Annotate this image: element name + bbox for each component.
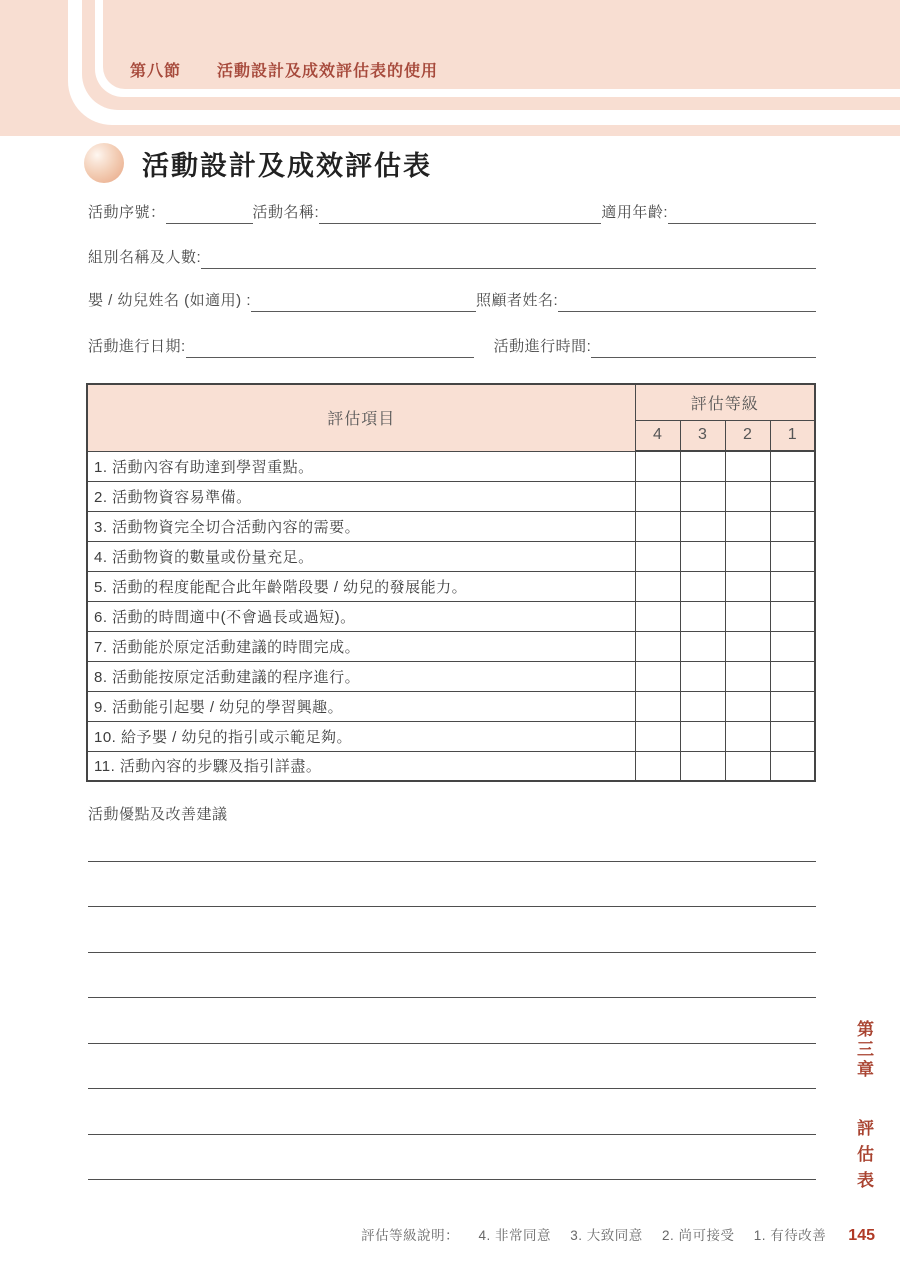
date-label: 活動進行日期: xyxy=(88,338,186,355)
table-row xyxy=(87,541,815,571)
rating-cell xyxy=(680,691,725,721)
date-blank xyxy=(186,336,474,358)
table-row xyxy=(87,661,815,691)
chapter-number: 第三章 xyxy=(854,1020,873,1080)
chapter-label: 評估表 xyxy=(854,1119,873,1197)
writing-line xyxy=(88,953,816,999)
activity-no-blank xyxy=(166,202,253,224)
legend-item: 2. 尚可接受 xyxy=(662,1228,735,1243)
item-text: 5. 活動的程度能配合此年齡階段嬰 / 幼兒的發展能力。 xyxy=(87,571,635,601)
chapter-side-tab xyxy=(853,1020,873,1197)
rating-cell xyxy=(725,661,770,691)
age-label: 適用年齡: xyxy=(601,204,668,221)
table-row xyxy=(87,481,815,511)
item-text: 4. 活動物資的數量或份量充足。 xyxy=(87,541,635,571)
rating-cell xyxy=(635,691,680,721)
caregiver-label: 照顧者姓名: xyxy=(476,292,559,309)
writing-line xyxy=(88,907,816,953)
rating-cell xyxy=(680,601,725,631)
writing-line xyxy=(88,998,816,1044)
rating-cell xyxy=(725,691,770,721)
grade-2-header: 2 xyxy=(725,420,770,451)
rating-cell xyxy=(725,721,770,751)
writing-line xyxy=(88,816,816,862)
rating-cell xyxy=(725,631,770,661)
rating-cell xyxy=(635,571,680,601)
table-row xyxy=(87,631,815,661)
writing-line xyxy=(88,1044,816,1090)
table-row xyxy=(87,721,815,751)
section-banner xyxy=(0,0,900,136)
legend-item: 3. 大致同意 xyxy=(570,1228,643,1243)
rating-cell xyxy=(725,601,770,631)
rating-cell xyxy=(770,481,815,511)
grade-column-header: 評估等級 xyxy=(635,384,815,420)
rating-cell xyxy=(770,631,815,661)
rating-cell xyxy=(635,751,680,781)
rating-cell xyxy=(725,541,770,571)
page-number: 145 xyxy=(848,1227,875,1244)
rating-cell xyxy=(725,571,770,601)
rating-cell xyxy=(725,451,770,481)
legend-item: 1. 有待改善 xyxy=(753,1228,827,1243)
item-text: 3. 活動物資完全切合活動內容的需要。 xyxy=(87,511,635,541)
rating-cell xyxy=(770,661,815,691)
rating-cell xyxy=(680,511,725,541)
rating-cell xyxy=(770,691,815,721)
sphere-bullet-icon xyxy=(84,143,124,183)
form-row-datetime xyxy=(88,332,816,358)
rating-cell xyxy=(635,511,680,541)
child-name-label: 嬰 / 幼兒姓名 (如適用) : xyxy=(88,292,251,309)
rating-cell xyxy=(635,631,680,661)
form-row-basic xyxy=(88,198,816,224)
item-text: 6. 活動的時間適中(不會過長或過短)。 xyxy=(87,601,635,631)
legend-item: 4. 非常同意 xyxy=(478,1228,551,1243)
rating-cell xyxy=(725,481,770,511)
page-footer xyxy=(361,1224,875,1245)
rating-cell xyxy=(770,451,815,481)
time-label: 活動進行時間: xyxy=(493,338,592,355)
rating-cell xyxy=(635,601,680,631)
legend-title: 評估等級說明： xyxy=(361,1228,460,1243)
time-blank xyxy=(591,336,816,358)
writing-line xyxy=(88,1089,816,1135)
rating-legend xyxy=(361,1224,826,1244)
item-text: 1. 活動內容有助達到學習重點。 xyxy=(87,451,635,481)
item-text: 8. 活動能按原定活動建議的程序進行。 xyxy=(87,661,635,691)
rating-cell xyxy=(680,541,725,571)
table-row xyxy=(87,571,815,601)
writing-line xyxy=(88,862,816,908)
rating-cell xyxy=(770,751,815,781)
evaluation-table xyxy=(86,383,816,782)
rating-cell xyxy=(725,511,770,541)
section-heading xyxy=(130,58,438,81)
rating-cell xyxy=(680,721,725,751)
form-row-names xyxy=(88,286,816,312)
remarks-label: 活動優點及改善建議 xyxy=(88,806,228,823)
table-row xyxy=(87,511,815,541)
rating-cell xyxy=(680,481,725,511)
rating-cell xyxy=(635,451,680,481)
child-name-blank xyxy=(251,290,476,312)
grade-4-header: 4 xyxy=(635,420,680,451)
rating-cell xyxy=(770,721,815,751)
item-text: 9. 活動能引起嬰 / 幼兒的學習興趣。 xyxy=(87,691,635,721)
rating-cell xyxy=(725,751,770,781)
writing-line xyxy=(88,1135,816,1181)
item-text: 2. 活動物資容易準備。 xyxy=(87,481,635,511)
group-label: 組別名稱及人數: xyxy=(88,249,202,266)
section-number: 第八節 xyxy=(130,63,182,80)
item-text: 7. 活動能於原定活動建議的時間完成。 xyxy=(87,631,635,661)
rating-cell xyxy=(770,511,815,541)
rating-cell xyxy=(635,541,680,571)
activity-no-label: 活動序號： xyxy=(88,204,166,221)
form-heading-row xyxy=(84,143,432,183)
activity-name-label: 活動名稱: xyxy=(252,204,320,221)
rating-cell xyxy=(680,451,725,481)
table-row xyxy=(87,451,815,481)
item-column-header: 評估項目 xyxy=(87,384,635,451)
rating-cell xyxy=(770,541,815,571)
rating-cell xyxy=(635,721,680,751)
grade-1-header: 1 xyxy=(770,420,815,451)
rating-cell xyxy=(680,751,725,781)
caregiver-blank xyxy=(558,290,816,312)
rating-cell xyxy=(770,601,815,631)
activity-name-blank xyxy=(319,202,601,224)
rating-cell xyxy=(680,631,725,661)
item-text: 11. 活動內容的步驟及指引詳盡。 xyxy=(87,751,635,781)
section-title: 活動設計及成效評估表的使用 xyxy=(217,63,439,80)
table-row xyxy=(87,691,815,721)
item-text: 10. 給予嬰 / 幼兒的指引或示範足夠。 xyxy=(87,721,635,751)
group-blank xyxy=(201,247,816,269)
rating-cell xyxy=(635,661,680,691)
rating-cell xyxy=(680,571,725,601)
table-row xyxy=(87,751,815,781)
page-title: 活動設計及成效評估表 xyxy=(142,150,432,181)
remarks-writing-area xyxy=(88,816,816,1180)
rating-cell xyxy=(680,661,725,691)
table-row xyxy=(87,601,815,631)
grade-3-header: 3 xyxy=(680,420,725,451)
age-blank xyxy=(668,202,816,224)
rating-cell xyxy=(770,571,815,601)
rating-cell xyxy=(635,481,680,511)
form-row-group xyxy=(88,243,816,269)
